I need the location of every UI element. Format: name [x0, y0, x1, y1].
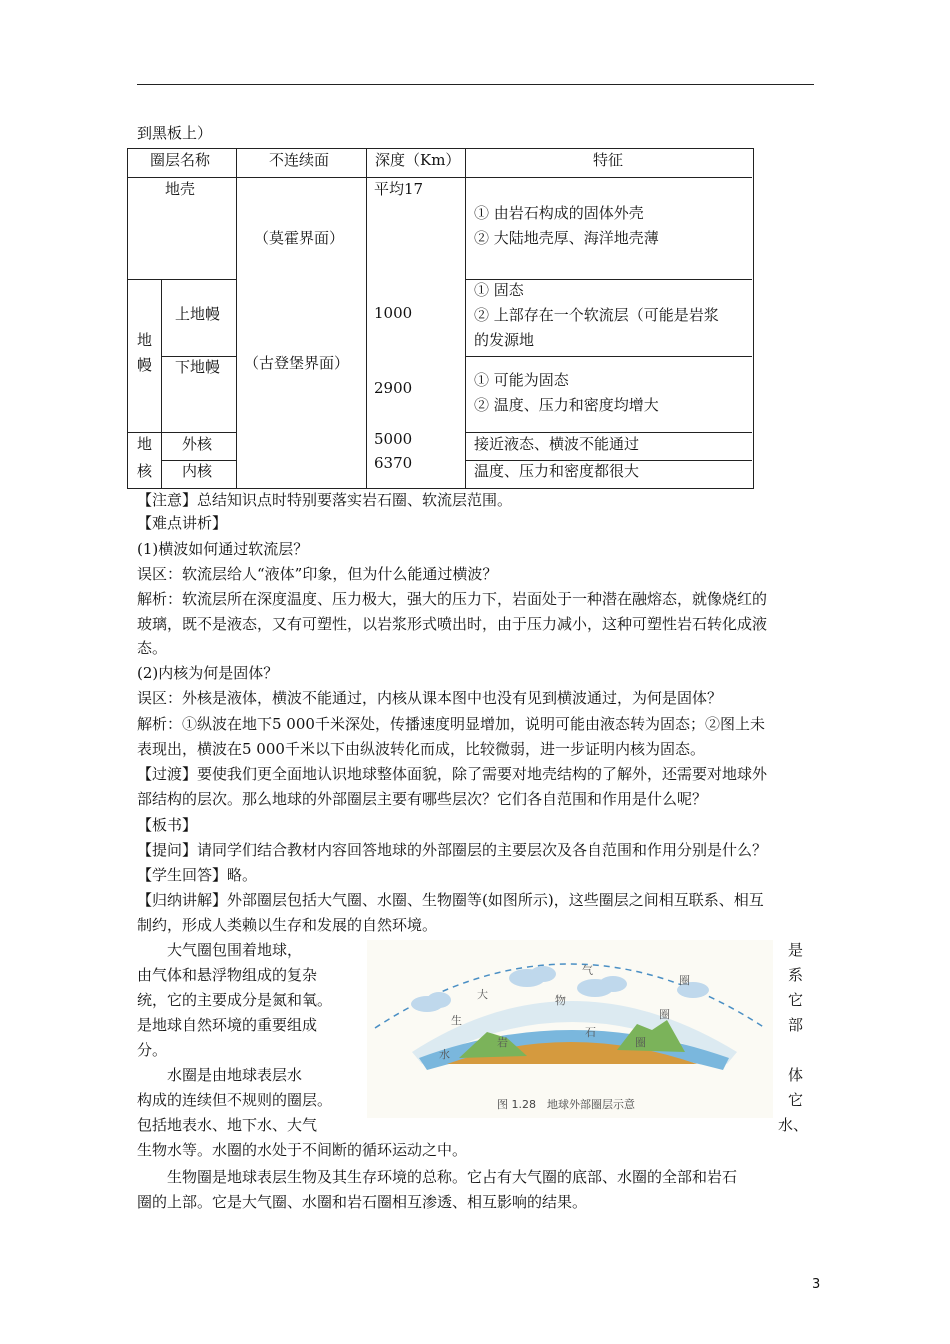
header-layer-name: 圈层名称: [150, 151, 211, 169]
figure-label: 圈: [679, 974, 690, 987]
intro-text: 到黑板上）: [137, 124, 213, 142]
wrap-line-left: 分。: [137, 1041, 168, 1059]
depth-value: 平均17: [374, 180, 424, 198]
body-line: 部结构的层次。那么地球的外部圈层主要有哪些层次？它们各自范围和作用是什么呢？: [137, 790, 708, 808]
body-line: 【学生回答】略。: [137, 866, 258, 884]
body-line: 生物水等。水圈的水处于不间断的循环运动之中。: [137, 1141, 468, 1159]
body-line: (1)横波如何通过软流层？: [137, 540, 309, 558]
wrap-line-left: 是地球自然环境的重要组成: [137, 1016, 318, 1034]
wrap-line-left: 大气圈包围着地球，: [137, 941, 303, 959]
core-label-2: 核: [137, 462, 153, 480]
wrap-line-left: 由气体和悬浮物组成的复杂: [137, 966, 318, 984]
figure-label: 生: [451, 1014, 462, 1027]
body-line: 【归纳讲解】外部圈层包括大气圈、水圈、生物圈等(如图所示)，这些圈层之间相互联系、相互: [137, 891, 764, 909]
figure-label: 石: [585, 1026, 596, 1039]
wrap-line-left: 水圈是由地球表层水: [137, 1066, 303, 1084]
wrap-line-right: 是: [788, 941, 804, 959]
figure-label: 圈: [635, 1036, 646, 1049]
figure-label: 水: [439, 1048, 450, 1061]
inner-core-label: 内核: [182, 462, 213, 480]
outer-spheres-illustration: [367, 940, 773, 1118]
body-line: 玻璃，既不是液态，又有可塑性，以岩浆形式喷出时，由于压力减小，这种可塑性岩石转化成液: [137, 615, 768, 633]
wrap-line-right: 水、: [778, 1116, 809, 1134]
header-rule: [137, 84, 814, 85]
wrap-line-right: 它: [788, 991, 804, 1009]
figure-label: 圈: [659, 1008, 670, 1021]
header-depth: 深度（Km）: [375, 151, 461, 169]
figure-label: 大: [477, 988, 488, 1001]
mantle-label-1: 地: [137, 331, 153, 349]
wrap-line-left: 构成的连续但不规则的圈层。: [137, 1091, 333, 1109]
body-line: 表现出，横波在5 000千米以下由纵波转化而成，比较微弱，进一步证明内核为固态。: [137, 740, 705, 758]
gutenberg-label: （古登堡界面）: [244, 354, 350, 372]
lower-mantle-label: 下地幔: [175, 358, 221, 376]
lower-mantle-feature: ① 可能为固态: [474, 371, 569, 389]
inner-core-feature: 温度、压力和密度都很大: [474, 462, 640, 480]
wrap-line-left: 统，它的主要成分是氮和氧。: [137, 991, 333, 1009]
core-label-1: 地: [137, 435, 153, 453]
header-feature: 特征: [593, 151, 624, 169]
wrap-line-right: 系: [788, 966, 804, 984]
section-heading: 【难点讲析】: [137, 514, 228, 532]
crust-label: 地壳: [165, 180, 196, 198]
depth-value: 2900: [374, 379, 413, 397]
body-line: 制约，形成人类赖以生存和发展的自然环境。: [137, 916, 438, 934]
body-line: 【提问】请同学们结合教材内容回答地球的外部圈层的主要层次及各自范围和作用分别是什么？: [137, 841, 768, 859]
upper-mantle-feature: ② 上部存在一个软流层（可能是岩浆: [474, 306, 719, 324]
outer-spheres-figure: [367, 940, 773, 1118]
body-line: 生物圈是地球表层生物及其生存环境的总称。它占有大气圈的底部、水圈的全部和岩石: [137, 1168, 738, 1186]
body-line: 【过渡】要使我们更全面地认识地球整体面貌，除了需要对地壳结构的了解外，还需要对地球外: [137, 765, 768, 783]
depth-value: 1000: [374, 304, 413, 322]
crust-feature: ② 大陆地壳厚、海洋地壳薄: [474, 229, 659, 247]
section-heading: 【板书】: [137, 816, 198, 834]
mantle-label-2: 幔: [137, 356, 153, 374]
figure-label: 岩: [497, 1036, 508, 1049]
upper-mantle-label: 上地幔: [175, 305, 221, 323]
body-line: 解析：软流层所在深度温度、压力极大，强大的压力下，岩面处于一种潜在融熔态，就像烧红的: [137, 590, 768, 608]
depth-value: 6370: [374, 454, 413, 472]
body-line: (2)内核为何是固体？: [137, 664, 279, 682]
crust-feature: ① 由岩石构成的固体外壳: [474, 204, 644, 222]
wrap-line-right: 它: [788, 1091, 804, 1109]
body-line: 误区：软流层给人“液体”印象，但为什么能通过横波？: [137, 565, 498, 583]
depth-value: 5000: [374, 430, 413, 448]
moho-label: （莫霍界面）: [254, 229, 345, 247]
page-number: 3: [812, 1277, 821, 1292]
wrap-line-left: 包括地表水、地下水、大气: [137, 1116, 318, 1134]
wrap-line-right: 部: [788, 1016, 804, 1034]
body-line: 误区：外核是液体，横波不能通过，内核从课本图中也没有见到横波通过，为何是固体？: [137, 689, 723, 707]
figure-label: 物: [555, 994, 566, 1007]
outer-core-feature: 接近液态、横波不能通过: [474, 435, 640, 453]
upper-mantle-feature: ① 固态: [474, 281, 524, 299]
body-line: 解析：①纵波在地下5 000千米深处，传播速度明显增加，说明可能由液态转为固态；②图上未: [137, 715, 765, 733]
figure-caption: 图 1.28 地球外部圈层示意: [497, 1098, 635, 1111]
body-line: 圈的上部。它是大气圈、水圈和岩石圈相互渗透、相互影响的结果。: [137, 1193, 588, 1211]
wrap-line-right: 体: [788, 1066, 804, 1084]
body-line: 态。: [137, 639, 168, 657]
figure-label: 气: [582, 964, 593, 977]
lower-mantle-feature: ② 温度、压力和密度均增大: [474, 396, 659, 414]
upper-mantle-feature: 的发源地: [474, 331, 535, 349]
header-discontinuity: 不连续面: [269, 151, 330, 169]
body-line: 【注意】总结知识点时特别要落实岩石圈、软流层范围。: [137, 491, 513, 509]
outer-core-label: 外核: [182, 435, 213, 453]
